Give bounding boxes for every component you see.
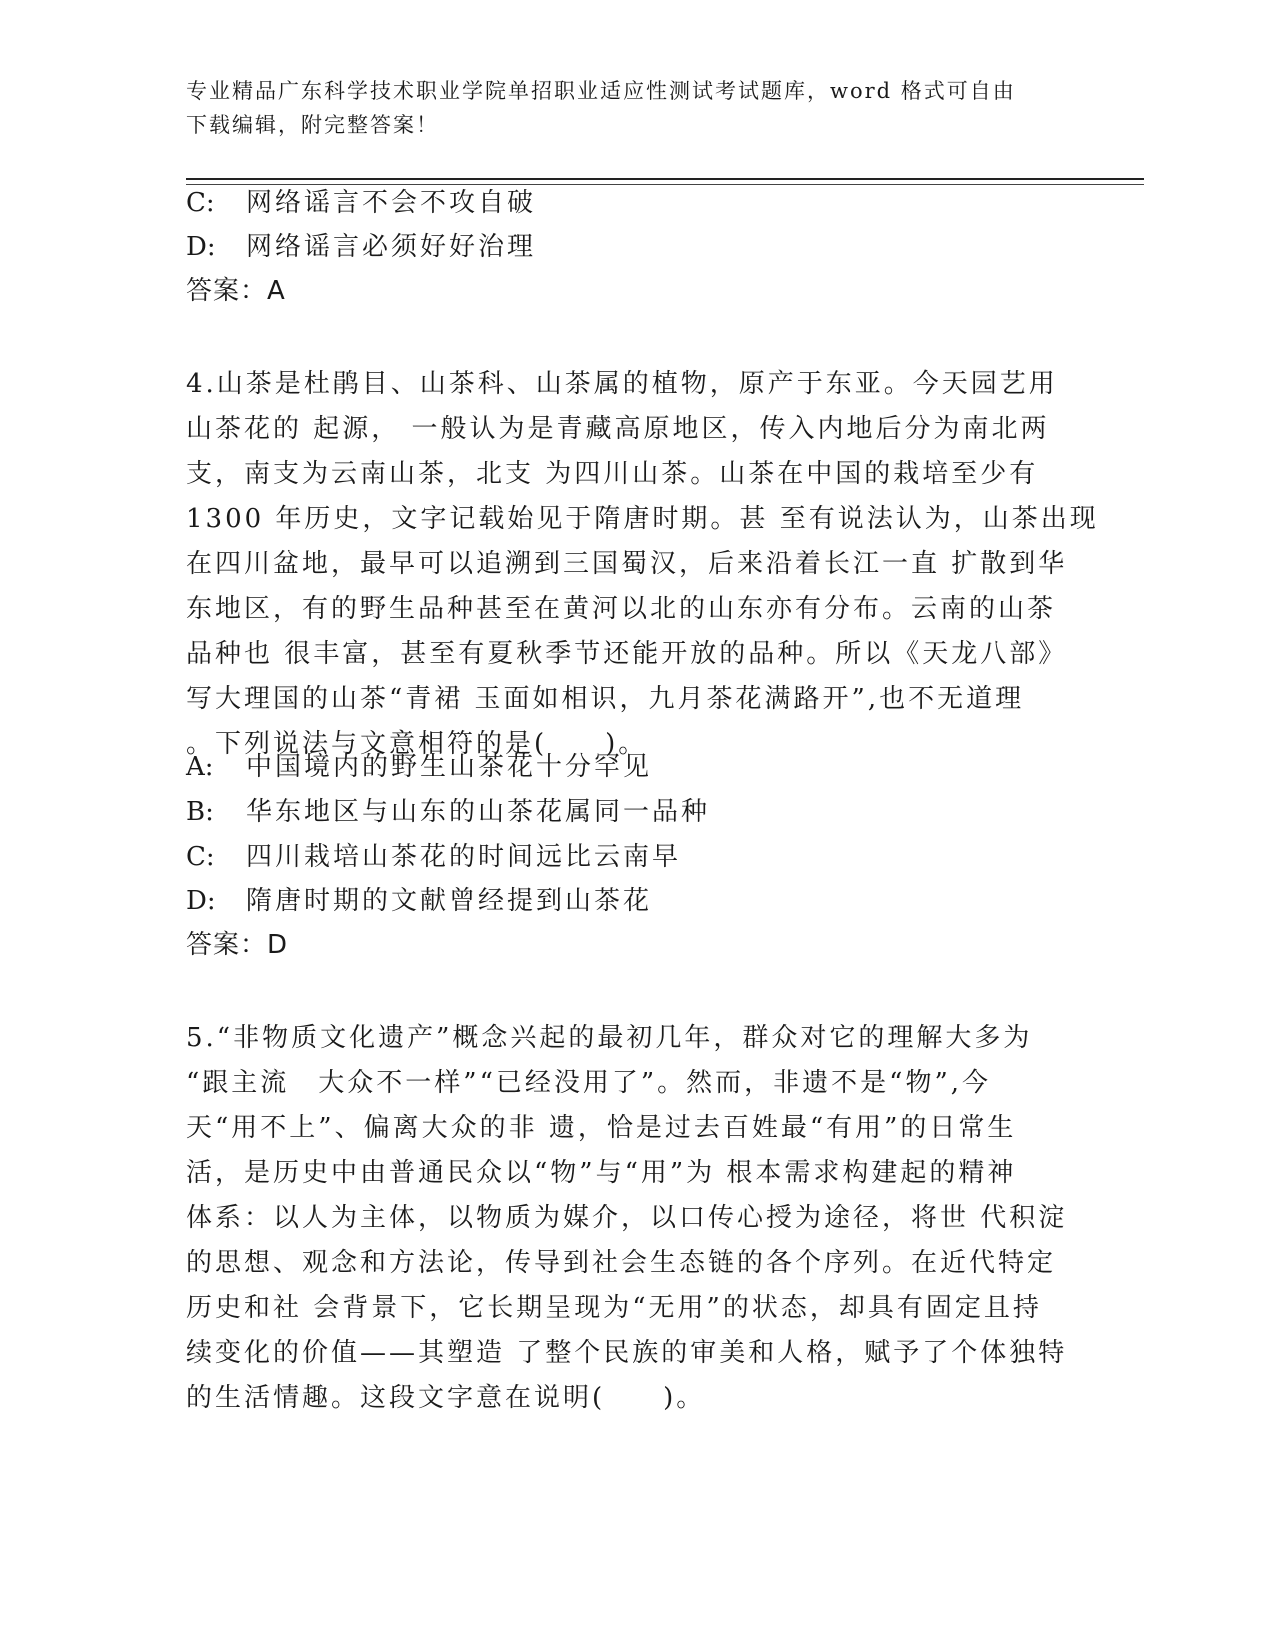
q4-option-a bbox=[186, 750, 652, 784]
q4-option-b bbox=[186, 795, 710, 829]
option-text: 网络谣言不会不攻自破 bbox=[246, 188, 537, 218]
q5-stem-line: 天“用不上”、偏离大众的非 遗，恰是过去百姓最“有用”的日常生 bbox=[186, 1113, 1017, 1143]
option-text: 中国境内的野生山茶花十分罕见 bbox=[246, 752, 653, 782]
q4-option-c bbox=[186, 840, 681, 874]
page-header bbox=[186, 74, 1066, 142]
q3-option-c bbox=[186, 186, 536, 220]
q5-stem-line: 体系：以人为主体，以物质为媒介，以口传心授为途径，将世 代积淀 bbox=[186, 1203, 1068, 1233]
header-line-2: 下载编辑，附完整答案！ bbox=[186, 113, 439, 137]
header-line-1: 专业精品广东科学技术职业学院单招职业适应性测试考试题库，word 格式可自由 bbox=[186, 79, 1016, 103]
q5-stem-line: 历史和社 会背景下，它长期呈现为“无用”的状态，却具有固定且持 bbox=[186, 1293, 1042, 1323]
q4-stem-line: 支，南支为云南山茶，北支 为四川山茶。山茶在中国的栽培至少有 bbox=[186, 459, 1039, 489]
q5-stem-line: 的思想、观念和方法论，传导到社会生态链的各个序列。在近代特定 bbox=[186, 1248, 1057, 1278]
q5-stem-line: 5.“非物质文化遗产”概念兴起的最初几年，群众对它的理解大多为 bbox=[186, 1023, 1033, 1053]
q4-stem-line: 山茶花的 起源， 一般认为是青藏高原地区，传入内地后分为南北两 bbox=[186, 414, 1050, 444]
option-text: 隋唐时期的文献曾经提到山茶花 bbox=[246, 886, 653, 916]
option-letter: D: bbox=[186, 232, 216, 262]
option-letter: C: bbox=[186, 842, 215, 872]
option-letter: A: bbox=[186, 752, 214, 782]
q5-stem-line: 活，是历史中由普通民众以“物”与“用”为 根本需求构建起的精神 bbox=[186, 1158, 1017, 1188]
q5-stem-line: 的生活情趣。这段文字意在说明( )。 bbox=[186, 1383, 706, 1413]
q4-stem-line: 4.山茶是杜鹃目、山茶科、山茶属的植物，原产于东亚。今天园艺用 bbox=[186, 369, 1058, 399]
q4-stem-line: 。下列说法与文意相符的是( )。 bbox=[186, 729, 648, 759]
option-letter: C: bbox=[186, 188, 215, 218]
q4-answer: 答案：D bbox=[186, 930, 289, 960]
option-letter: B: bbox=[186, 797, 214, 827]
option-text: 华东地区与山东的山茶花属同一品种 bbox=[246, 797, 711, 827]
header-rule-thin bbox=[186, 184, 1144, 185]
q4-stem-line: 东地区，有的野生品种甚至在黄河以北的山东亦有分布。云南的山茶 bbox=[186, 594, 1057, 624]
q4-option-d bbox=[186, 884, 652, 918]
q4-stem bbox=[186, 362, 1099, 767]
option-letter: D: bbox=[186, 886, 216, 916]
q4-stem-line: 1300 年历史，文字记载始见于隋唐时期。甚 至有说法认为，山茶出现 bbox=[186, 504, 1099, 534]
header-rule bbox=[186, 178, 1144, 180]
option-text: 四川栽培山茶花的时间远比云南早 bbox=[246, 842, 682, 872]
q4-stem-line: 写大理国的山茶“青裙 玉面如相识，九月茶花满路开”,也不无道理 bbox=[186, 684, 1025, 714]
q5-stem-line: 续变化的价值——其塑造 了整个民族的审美和人格，赋予了个体独特 bbox=[186, 1338, 1068, 1368]
q3-option-d bbox=[186, 230, 536, 264]
q4-stem-line: 品种也 很丰富，甚至有夏秋季节还能开放的品种。所以《天龙八部》 bbox=[186, 639, 1068, 669]
q4-stem-line: 在四川盆地，最早可以追溯到三国蜀汉，后来沿着长江一直 扩散到华 bbox=[186, 549, 1068, 579]
q5-stem bbox=[186, 1016, 1066, 1421]
q5-stem-line: “跟主流 大众不一样”“已经没用了”。然而，非遗不是“物”,今 bbox=[186, 1068, 992, 1098]
option-text: 网络谣言必须好好治理 bbox=[246, 232, 537, 262]
q3-answer: 答案：A bbox=[186, 276, 286, 306]
